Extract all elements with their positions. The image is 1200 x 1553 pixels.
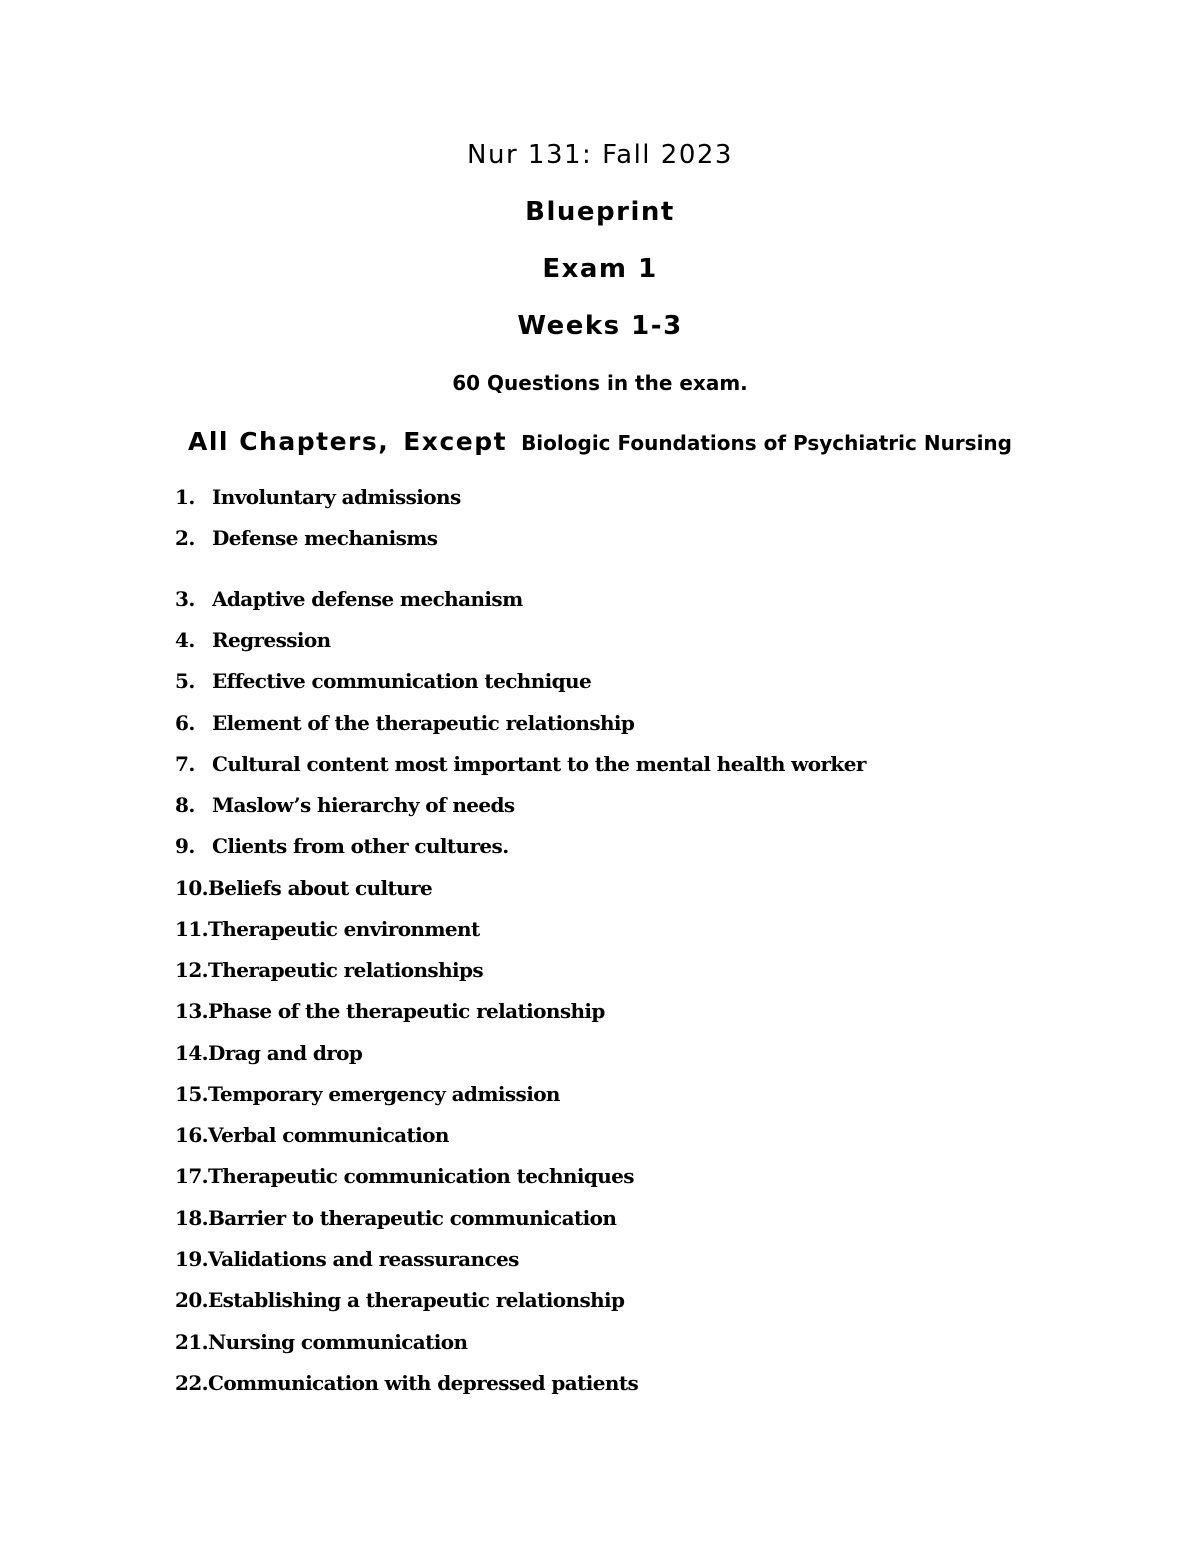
topic-item [175,628,331,652]
topic-number: 3. [175,587,195,611]
topic-text: Cultural content most important to the mental health worker [212,752,866,776]
topic-item [175,711,634,735]
topic-number: 6. [175,711,195,735]
course-title: Nur 131: Fall 2023 [467,140,733,170]
topic-item [175,1371,638,1395]
topic-number: 7. [175,752,195,776]
topic-number: 5. [175,669,195,693]
topic-text: Regression [212,628,331,652]
topic-number: 14. [175,1041,208,1065]
topic-text: Element of the therapeutic relationship [212,711,635,735]
topic-text: Drag and drop [208,1041,363,1065]
topic-text: Establishing a therapeutic relationship [208,1288,625,1312]
topic-item [175,999,605,1023]
topic-text: Effective communication technique [212,669,592,693]
topic-text: Beliefs about culture [208,876,433,900]
topic-item [175,958,483,982]
weeks-heading: Weeks 1-3 [517,311,683,341]
topic-item [175,752,866,776]
topic-number: 22. [175,1371,208,1395]
topic-number: 21. [175,1330,208,1354]
topic-number: 16. [175,1123,208,1147]
topic-text: Therapeutic communication techniques [208,1164,634,1188]
topic-item [175,917,480,941]
chapters-scope-line [0,427,1200,456]
topic-text: Verbal communication [208,1123,449,1147]
topic-item [175,1288,624,1312]
topic-number: 15. [175,1082,208,1106]
topic-number: 12. [175,958,208,982]
topic-text: Therapeutic environment [208,917,480,941]
topic-item [175,876,432,900]
topic-text: Communication with depressed patients [208,1371,639,1395]
topic-number: 20. [175,1288,208,1312]
topic-number: 9. [175,834,195,858]
topic-item [175,1164,634,1188]
topic-text: Involuntary admissions [212,485,461,509]
topic-number: 8. [175,793,195,817]
topic-number: 19. [175,1247,208,1271]
topic-number: 10. [175,876,208,900]
topic-item [175,1206,616,1230]
topic-number: 4. [175,628,195,652]
topic-item [175,669,591,693]
topic-item [175,1247,519,1271]
topic-text: Maslow’s hierarchy of needs [212,793,515,817]
topic-item [175,834,509,858]
topic-number: 1. [175,485,195,509]
excluded-chapter: Biologic Foundations of Psychiatric Nursing [521,431,1012,455]
topic-text: Therapeutic relationships [208,958,484,982]
topic-text: Temporary emergency admission [208,1082,560,1106]
chapters-scope-all: All Chapters, [188,427,390,456]
topic-text: Phase of the therapeutic relationship [208,999,605,1023]
topic-item [175,526,437,550]
topic-number: 17. [175,1164,208,1188]
topic-text: Adaptive defense mechanism [212,587,523,611]
topic-item [175,1330,467,1354]
exam-heading: Exam 1 [542,254,658,284]
topic-number: 13. [175,999,208,1023]
topic-text: Clients from other cultures. [212,834,509,858]
topic-number: 11. [175,917,208,941]
topic-item [175,587,523,611]
topic-text: Defense mechanisms [212,526,438,550]
question-count-note: 60 Questions in the exam. [452,371,748,395]
topic-item [175,793,515,817]
chapters-scope-except: Except [403,427,508,456]
topic-number: 18. [175,1206,208,1230]
topic-item [175,485,461,509]
topic-item [175,1082,560,1106]
topic-text: Nursing communication [208,1330,468,1354]
topic-item [175,1041,362,1065]
topic-text: Barrier to therapeutic communication [208,1206,617,1230]
topic-text: Validations and reassurances [208,1247,519,1271]
document-type-heading: Blueprint [525,197,675,227]
topic-number: 2. [175,526,195,550]
topic-item [175,1123,449,1147]
